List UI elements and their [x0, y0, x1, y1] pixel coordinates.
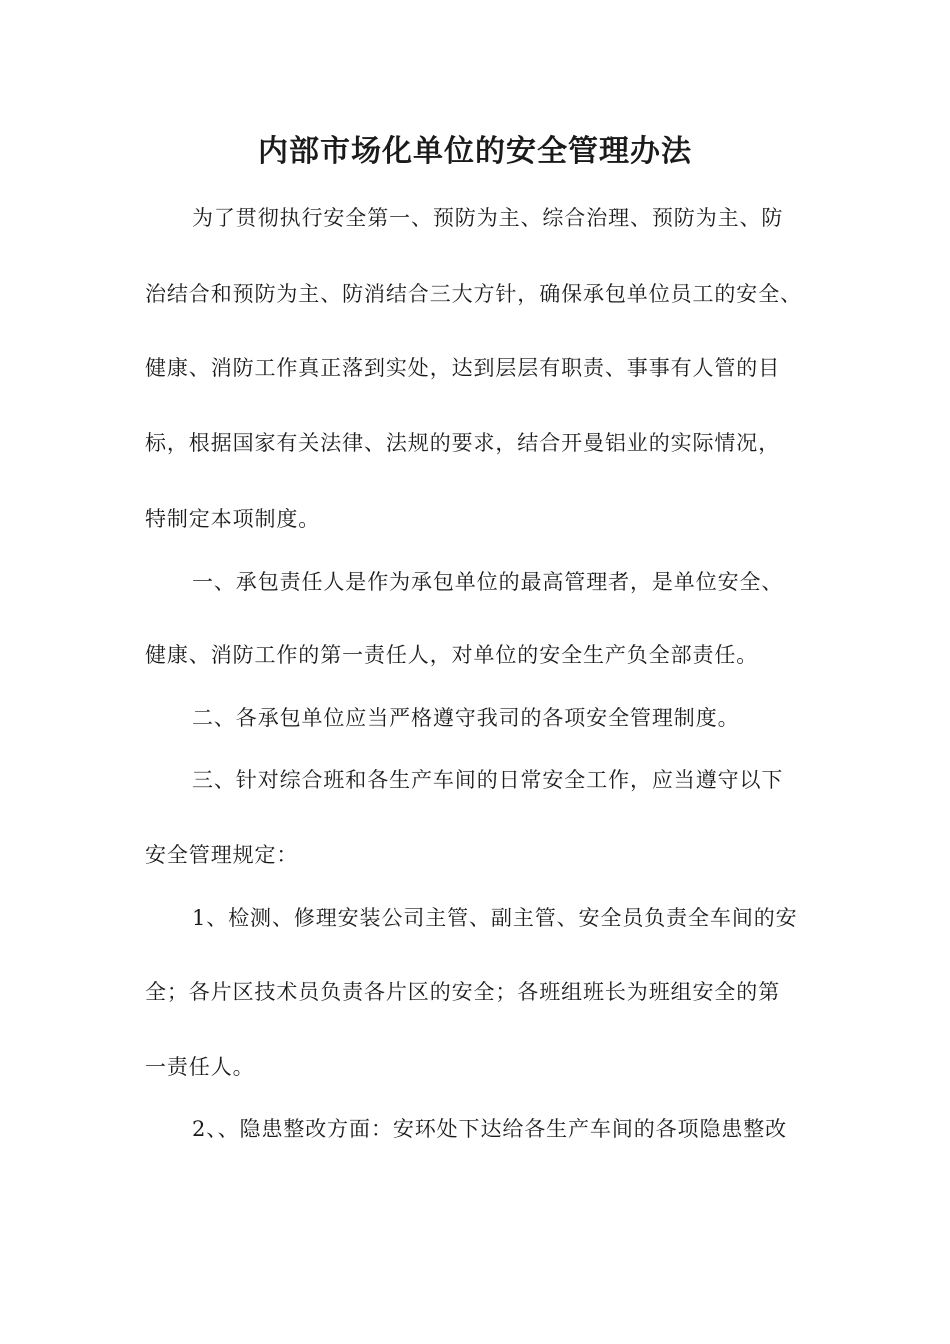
paragraph-line: 三、针对综合班和各生产车间的日常安全工作，应当遵守以下: [192, 768, 784, 792]
paragraph-line: 全；各片区技术员负责各片区的安全；各班组班长为班组安全的第: [145, 980, 781, 1004]
paragraph-line: 健康、消防工作的第一责任人，对单位的安全生产负全部责任。: [145, 643, 759, 667]
paragraph-line: 1、检测、修理安装公司主管、副主管、安全员负责全车间的安: [192, 906, 798, 930]
paragraph-line: 一、承包责任人是作为承包单位的最高管理者，是单位安全、: [192, 570, 784, 594]
paragraph-line: 治结合和预防为主、防消结合三大方针，确保承包单位员工的安全、: [145, 282, 802, 306]
paragraph-line: 安全管理规定：: [145, 843, 299, 867]
paragraph-line: 为了贯彻执行安全第一、预防为主、综合治理、预防为主、防: [192, 206, 784, 230]
paragraph-line: 标，根据国家有关法律、法规的要求，结合开曼铝业的实际情况，: [145, 431, 781, 455]
paragraph-line: 特制定本项制度。: [145, 507, 321, 531]
paragraph-line: 健康、消防工作真正落到实处，达到层层有职责、事事有人管的目: [145, 356, 781, 380]
paragraph-line: 二、各承包单位应当严格遵守我司的各项安全管理制度。: [192, 706, 740, 730]
document-title: 内部市场化单位的安全管理办法: [258, 134, 692, 169]
paragraph-line: 一责任人。: [145, 1055, 255, 1079]
paragraph-line: 2、、隐患整改方面：安环处下达给各生产车间的各项隐患整改: [192, 1117, 788, 1141]
